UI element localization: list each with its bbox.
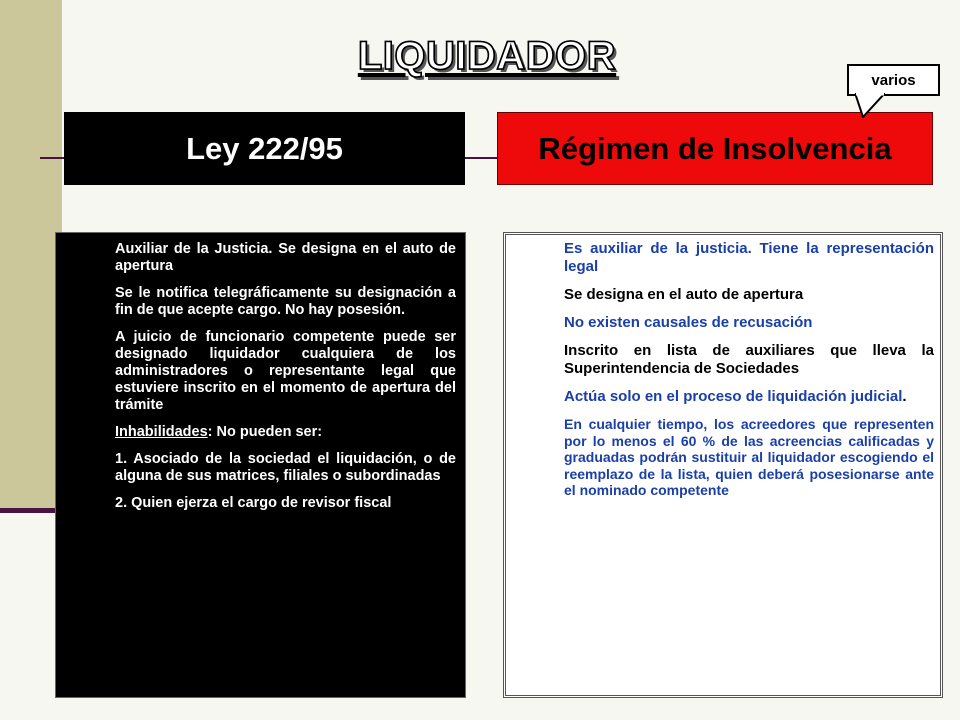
actua-text: Actúa solo en el proceso de liquidación judicial <box>564 388 903 405</box>
list-item: Auxiliar de la Justicia. Se designa en el auto de apertura <box>115 241 456 274</box>
callout-tail-shape <box>855 93 885 118</box>
list-item: Se le notifica telegráficamente su designación a fin de que acepte cargo. No hay posesión. <box>115 285 456 318</box>
page-title: LIQUIDADOR <box>357 34 617 78</box>
actua-period: . <box>902 388 907 405</box>
ley-222-list <box>115 241 456 522</box>
connector-left <box>40 157 64 159</box>
list-item <box>564 388 934 406</box>
regimen-list <box>564 240 934 509</box>
list-item: A juicio de funcionario competente puede ser designado liquidador cualquiera de los administradores o representante legal que estuviere inscrito en el momento de apertura del trámite <box>115 329 456 413</box>
inhabilidades-rest: : No pueden ser: <box>207 424 323 440</box>
header-regimen-insolvencia: Régimen de Insolvencia <box>497 112 933 185</box>
list-item: No existen causales de recusación <box>564 314 813 331</box>
connector-middle <box>465 157 497 159</box>
list-item <box>115 424 456 441</box>
list-item: Inscrito en lista de auxiliares que lleva la Superintendencia de Sociedades <box>564 342 934 377</box>
list-item: Es auxiliar de la justicia. Tiene la representación legal <box>564 240 934 275</box>
inhabilidades-label: Inhabilidades <box>115 424 208 440</box>
panel-ley-222 <box>55 232 466 698</box>
list-item: En cualquier tiempo, los acreedores que representen por lo menos el 60 % de las acreencias calificadas y graduadas podrán sustituir al liquidador escogiendo el reemplazo de la lista, quien deberá posesionarse ante el nominado competente <box>564 416 934 498</box>
list-item: 2. Quien ejerza el cargo de revisor fiscal <box>115 495 392 511</box>
header-ley-222: Ley 222/95 <box>64 112 465 185</box>
panel-regimen-insolvencia <box>503 232 943 698</box>
list-item: Se designa en el auto de apertura <box>564 286 804 303</box>
callout-varios: varios <box>847 64 940 96</box>
list-item: 1. Asociado de la sociedad el liquidación, o de alguna de sus matrices, filiales o subordinadas <box>115 451 456 484</box>
